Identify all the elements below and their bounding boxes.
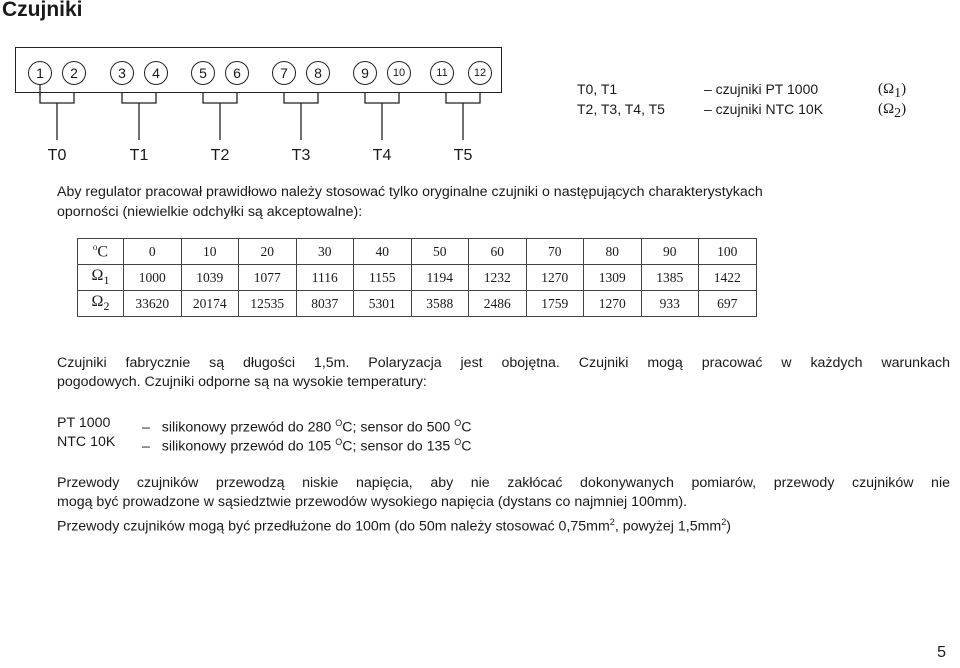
omega1-cell: 1309 xyxy=(584,265,642,291)
omega1-cell: 1039 xyxy=(181,265,239,291)
terminal-9: 9 xyxy=(353,61,377,85)
para2-line-1: Czujniki fabrycznie są długości 1,5m. Polaryzacja jest obojętna. Czujniki mogą pracować w każdych warunkach xyxy=(57,355,950,371)
omega1-cell: 1194 xyxy=(411,265,469,291)
sensor-label-t2: T2 xyxy=(210,147,230,164)
table-row-temperature xyxy=(78,239,757,265)
omega1-cell: 1155 xyxy=(354,265,412,291)
omega1-cell: 1077 xyxy=(239,265,297,291)
omega2-cell: 5301 xyxy=(354,291,412,317)
temperature-cell: 70 xyxy=(526,239,584,265)
omega1-cell: 1270 xyxy=(526,265,584,291)
legend-group-2: T2, T3, T4, T5 xyxy=(577,101,665,117)
intro-line-1: Aby regulator pracował prawidłowo należy stosować tylko oryginalne czujniki o następujących charakterystykach xyxy=(57,184,763,200)
temperature-cell: 50 xyxy=(411,239,469,265)
terminal-6: 6 xyxy=(225,61,249,85)
legend-symbol-1: $(\Omega_1)$ xyxy=(878,81,907,101)
terminal-4: 4 xyxy=(144,61,168,85)
legend-desc-1: – czujniki PT 1000 xyxy=(704,81,819,97)
omega1-cell: 1232 xyxy=(469,265,527,291)
omega2-cell: 20174 xyxy=(181,291,239,317)
intro-line-2: oporności (niewielkie odchyłki są akceptowalne): xyxy=(57,204,363,220)
table-row-omega1 xyxy=(78,265,757,291)
terminal-11: 11 xyxy=(430,61,454,85)
temperature-cell: 40 xyxy=(354,239,412,265)
row-header-omega2: $\Omega_2$ xyxy=(78,291,124,317)
table-row-omega2 xyxy=(78,291,757,317)
temperature-cell: 20 xyxy=(239,239,297,265)
page-title: Czujniki xyxy=(2,0,83,21)
para3-line-2: mogą być prowadzone w sąsiedztwie przewodów wysokiego napięcia (dystans co najmniej 100mm). xyxy=(57,494,688,510)
temperature-cell: 10 xyxy=(181,239,239,265)
omega2-cell: 3588 xyxy=(411,291,469,317)
resistance-table xyxy=(77,238,757,317)
terminal-5: 5 xyxy=(191,61,215,85)
terminal-10: 10 xyxy=(387,61,411,85)
terminal-8: 8 xyxy=(306,61,330,85)
omega2-cell: 933 xyxy=(641,291,699,317)
para3-line-3: Przewody czujników mogą być przedłużone do 100m (do 50m należy stosować $0,75mm^2$, powyżej $1,5mm^2$) xyxy=(57,517,732,535)
omega1-cell: 1116 xyxy=(296,265,354,291)
temperature-cell: 30 xyxy=(296,239,354,265)
sensor-label-t5: T5 xyxy=(453,147,473,164)
terminal-2: 2 xyxy=(62,61,86,85)
legend-desc-2: – czujniki NTC 10K xyxy=(704,101,824,117)
omega2-cell: 8037 xyxy=(296,291,354,317)
omega2-cell: 33620 xyxy=(124,291,182,317)
row-header-omega1: $\Omega_1$ xyxy=(78,265,124,291)
legend-symbol-2: $(\Omega_2)$ xyxy=(878,101,907,121)
spec-name-ntc10k: NTC 10K xyxy=(57,434,116,450)
temperature-cell: 60 xyxy=(469,239,527,265)
temperature-cell: 80 xyxy=(584,239,642,265)
omega2-cell: 697 xyxy=(699,291,757,317)
spec-name-pt1000: PT 1000 xyxy=(57,415,111,431)
wiring-leads xyxy=(0,0,520,150)
sensor-label-t4: T4 xyxy=(372,147,392,164)
row-header-celsius: $^o$C xyxy=(78,239,124,265)
omega2-cell: 2486 xyxy=(469,291,527,317)
temperature-cell: 90 xyxy=(641,239,699,265)
omega1-cell: 1422 xyxy=(699,265,757,291)
temperature-cell: 100 xyxy=(699,239,757,265)
para3-line-1: Przewody czujników przewodzą niskie napięcia, aby nie zakłócać dokonywanych pomiarów, przewody czujników nie xyxy=(57,475,950,491)
spec-text-pt1000: – silikonowy przewód do 280 $^O$C; sensor do 500 $^O$C xyxy=(142,418,472,436)
omega1-cell: 1385 xyxy=(641,265,699,291)
omega2-cell: 12535 xyxy=(239,291,297,317)
omega2-cell: 1759 xyxy=(526,291,584,317)
terminal-3: 3 xyxy=(110,61,134,85)
terminal-12: 12 xyxy=(468,61,492,85)
para2-line-2: pogodowych. Czujniki odporne są na wysokie temperatury: xyxy=(57,374,427,390)
omega2-cell: 1270 xyxy=(584,291,642,317)
legend-group-1: T0, T1 xyxy=(577,81,618,97)
page-number: 5 xyxy=(937,644,946,661)
sensor-label-t0: T0 xyxy=(47,147,67,164)
terminal-1: 1 xyxy=(28,61,52,85)
omega1-cell: 1000 xyxy=(124,265,182,291)
spec-text-ntc10k: – silikonowy przewód do 105 $^O$C; sensor do 135 $^O$C xyxy=(142,437,472,455)
sensor-label-t1: T1 xyxy=(129,147,149,164)
temperature-cell: 0 xyxy=(124,239,182,265)
sensor-label-t3: T3 xyxy=(291,147,311,164)
terminal-7: 7 xyxy=(272,61,296,85)
